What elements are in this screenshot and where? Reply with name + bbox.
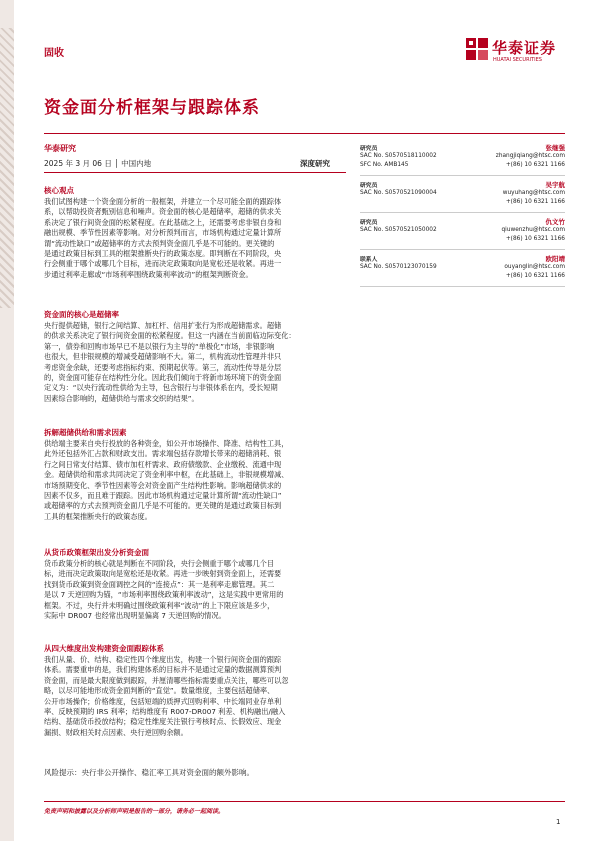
- body-line: 资金面，而是最大限度做到跟踪，并厘清哪些指标需要重点关注，哪些可以忽: [44, 675, 289, 685]
- body-line: 定义为：“以央行流动性供给为主导，包含银行与非银体系在内，受长短期: [44, 383, 278, 393]
- section-body: [44, 559, 346, 621]
- body-line: 略，以尽可能地形成资金面判断的“直觉”。数量维度，主要包括超储率、: [44, 686, 275, 696]
- section-body: [44, 655, 346, 738]
- section-body: [44, 439, 346, 522]
- body-line: 市场预期变化、季节性因素等会对资金面产生结构性影响。影响超储供求的: [44, 480, 282, 490]
- body-line: 结构、基础货币投放结构；稳定性维度关注银行考核时点、长假效应、现金: [44, 717, 282, 727]
- analyst-phone: +(86) 10 6321 1166: [505, 273, 565, 279]
- brand-logo: [466, 36, 576, 66]
- body-line: 货币政策分析的核心就是判断在不同阶段，央行会侧重于哪个或哪几个目: [44, 559, 275, 568]
- body-line: 标，进而决定政策取向是宽松还是收紧。再进一步映射到资金面上，还需要: [44, 569, 282, 579]
- analyst-phone: +(86) 10 6321 1166: [505, 199, 565, 205]
- analyst-divider: [360, 286, 565, 287]
- analyst-role: 研究员: [360, 220, 378, 226]
- analyst-divider: [360, 212, 565, 213]
- body-line: 是以 7 天逆回购为锚，“市场利率围绕政策利率波动”，这是实践中更常用的: [44, 590, 284, 600]
- body-line: 工具的框架推断央行的政策态度。: [44, 511, 152, 521]
- report-series: 华泰研究: [44, 144, 76, 153]
- body-line: 系决定了银行间资金面的松紧程度。在此基础之上，还需要考虑非银自身和: [44, 217, 282, 227]
- analyst-sac: SAC No. S0570521090004: [360, 190, 437, 196]
- body-line: 框架。不过，央行并未明确过围绕政策利率“波动”的上下限应该是多少，: [44, 600, 275, 610]
- body-line: 实际中 DR007 也经常出现明显偏离 7 天逆回购的情况。: [44, 611, 226, 621]
- body-line: 行会侧重于哪个或哪几个目标，进而决定政策取向是宽松还是收紧。再进一: [44, 259, 282, 269]
- analyst-email[interactable]: wuyuhang@htsc.com: [502, 190, 565, 196]
- title-divider: [44, 133, 565, 134]
- body-line: 央行提供超储，银行之间结算、加杠杆、信用扩张行为形成超储需求。超储: [44, 321, 282, 330]
- analyst-sac: SAC No. S0570123070159: [360, 264, 437, 270]
- body-line: 的，资金面可能存在结构性分化。因此我们倾向于将新市场环境下的资金面: [44, 373, 282, 383]
- analyst-card: [360, 217, 565, 251]
- analyst-role: 研究员: [360, 146, 378, 152]
- section-heading: 从四大维度出发构建资金面跟踪体系: [44, 644, 164, 653]
- analyst-divider: [360, 175, 565, 176]
- analyst-role: 联系人: [360, 257, 378, 263]
- body-line: 行之间日常支付结算、债市加杠杆需求、政府债缴款、企业缴税、流通中现: [44, 459, 282, 469]
- logo-chinese: 华泰证券: [492, 39, 557, 57]
- meta-divider: [44, 172, 346, 173]
- body-line: 漏损、财政相关时点因素、央行逆回购余额。: [44, 727, 188, 737]
- analyst-phone: +(86) 10 6321 1166: [505, 236, 565, 242]
- body-line: 是通过政策目标到工具的框架推断央行的政策态度。即判断在不同阶段，央: [44, 249, 282, 259]
- section-heading: 从货币政策框架出发分析资金面: [44, 548, 149, 557]
- analyst-sac: SAC No. S0570518110002: [360, 153, 437, 159]
- page-sidebar: [0, 0, 14, 841]
- analyst-email[interactable]: ouyanglin@htsc.com: [504, 264, 565, 270]
- body-line: 率、反映预期的 IRS 利率；结构维度有 R007-DR007 利差、机构融出/融入: [44, 707, 286, 717]
- sidebar-pattern: [0, 28, 14, 308]
- analyst-phone: +(86) 10 6321 1166: [505, 162, 565, 168]
- body-line: 或超储率的方式去预判资金面几乎是不可能的。更关键的是通过政策目标到: [44, 501, 282, 511]
- analyst-email[interactable]: qiuwenzhu@htsc.com: [501, 227, 565, 233]
- body-line: 我们从量、价、结构、稳定性四个维度出发，构建一个银行间资金面的跟踪: [44, 655, 282, 664]
- section-heading: 核心观点: [44, 186, 74, 195]
- body-line: 步通过利率走廊或“市场利率围绕政策利率波动”的框架判断资金。: [44, 269, 253, 279]
- analyst-role: 研究员: [360, 183, 378, 189]
- body-line: 金。超储供给和需求共同决定了资金利率中枢，在此基础上，非银规模增减、: [44, 470, 289, 480]
- analyst-email[interactable]: zhangjiqiang@htsc.com: [495, 153, 565, 159]
- body-line: 也很大，但非银规模的增减受超储影响不大。第二，机构流动性管理并非只: [44, 352, 282, 362]
- body-line: 系，以帮助投资者甄别信息和噪声。资金面的核心是超储率，超储的供求关: [44, 207, 282, 217]
- report-date-region: 2025 年 3 月 06 日 │ 中国内地: [44, 159, 152, 168]
- body-line: 供给端主要来自央行投放的各种资金，如公开市场操作、降准、结构性工具，: [44, 439, 289, 448]
- analyst-name: 吴宇航: [545, 181, 565, 189]
- body-line: 公开市场操作；价格维度，包括短端的质押式回购利率、中长端同业存单利: [44, 696, 282, 706]
- analyst-name: 仇文竹: [545, 218, 565, 226]
- report-title: 资金面分析框架与跟踪体系: [44, 98, 260, 118]
- page-number: 1: [556, 818, 561, 826]
- body-line: 融出规模、季节性因素等影响。对分析预判而言，市场机构通过定量计算所: [44, 228, 282, 238]
- body-line: 我们试图构建一个资金面分析的一般框架，并建立一个尽可能全面的跟踪体: [44, 197, 282, 206]
- analyst-sfc: SFC No. AMB145: [360, 162, 409, 168]
- section-heading: 资金面的核心是超储率: [44, 310, 119, 319]
- section-body: [44, 321, 346, 404]
- body-line: 体系。需要重申的是，我们构建体系的目标并不是通过定量的数据测算预判: [44, 665, 282, 675]
- analyst-divider: [360, 249, 565, 250]
- report-type: 深度研究: [300, 159, 330, 168]
- body-line: 因素不仅多，而且难于跟踪。因此市场机构通过定量计算所谓“流动性缺口”: [44, 491, 282, 501]
- analyst-sac: SAC No. S0570521050002: [360, 227, 437, 233]
- risk-warning: 风险提示：央行非公开操作、稳汇率工具对资金面的额外影响。: [44, 768, 254, 777]
- footer-divider: [44, 801, 565, 802]
- logo-mark-icon: [466, 38, 488, 60]
- body-line: 第一，债券和回购市场早已不是以银行为主导的“单极化”市场，非银影响: [44, 341, 275, 351]
- analyst-name: 欧阳靖: [545, 255, 565, 263]
- body-line: 谓“流动性缺口”或超储率的方式去预判资金面几乎是不可能的。更关键的: [44, 238, 275, 248]
- footer-disclaimer: 免责声明和披露以及分析师声明是报告的一部分，请务必一起阅读。: [44, 808, 225, 815]
- body-line: 找到货币政策到资金面调控之间的“连接点”：其一是利率走廊管理。其二: [44, 579, 275, 589]
- body-line: 此外还包括外汇占款和财政支出。需求端包括存款增长带来的超储消耗、银: [44, 449, 282, 459]
- report-category: 固收: [44, 48, 64, 59]
- analyst-card: [360, 180, 565, 214]
- body-line: 因素综合影响的，超储供给与需求交织的结果”。: [44, 393, 199, 403]
- section-heading: 拆解超储供给和需求因素: [44, 428, 127, 437]
- section-body: [44, 197, 346, 280]
- body-line: 的供求关系决定了银行间资金面的松紧程度。但这一内涵在当前面临边际变化：: [44, 331, 296, 341]
- body-line: 考虑资金余缺，还要考虑指标约束、预期起伏等。第三，流动性传导是分层: [44, 362, 282, 372]
- analyst-card: [360, 254, 565, 288]
- analyst-card: [360, 143, 565, 177]
- analyst-name: 张继强: [545, 144, 565, 152]
- logo-english: HUATAI SECURITIES: [493, 57, 542, 63]
